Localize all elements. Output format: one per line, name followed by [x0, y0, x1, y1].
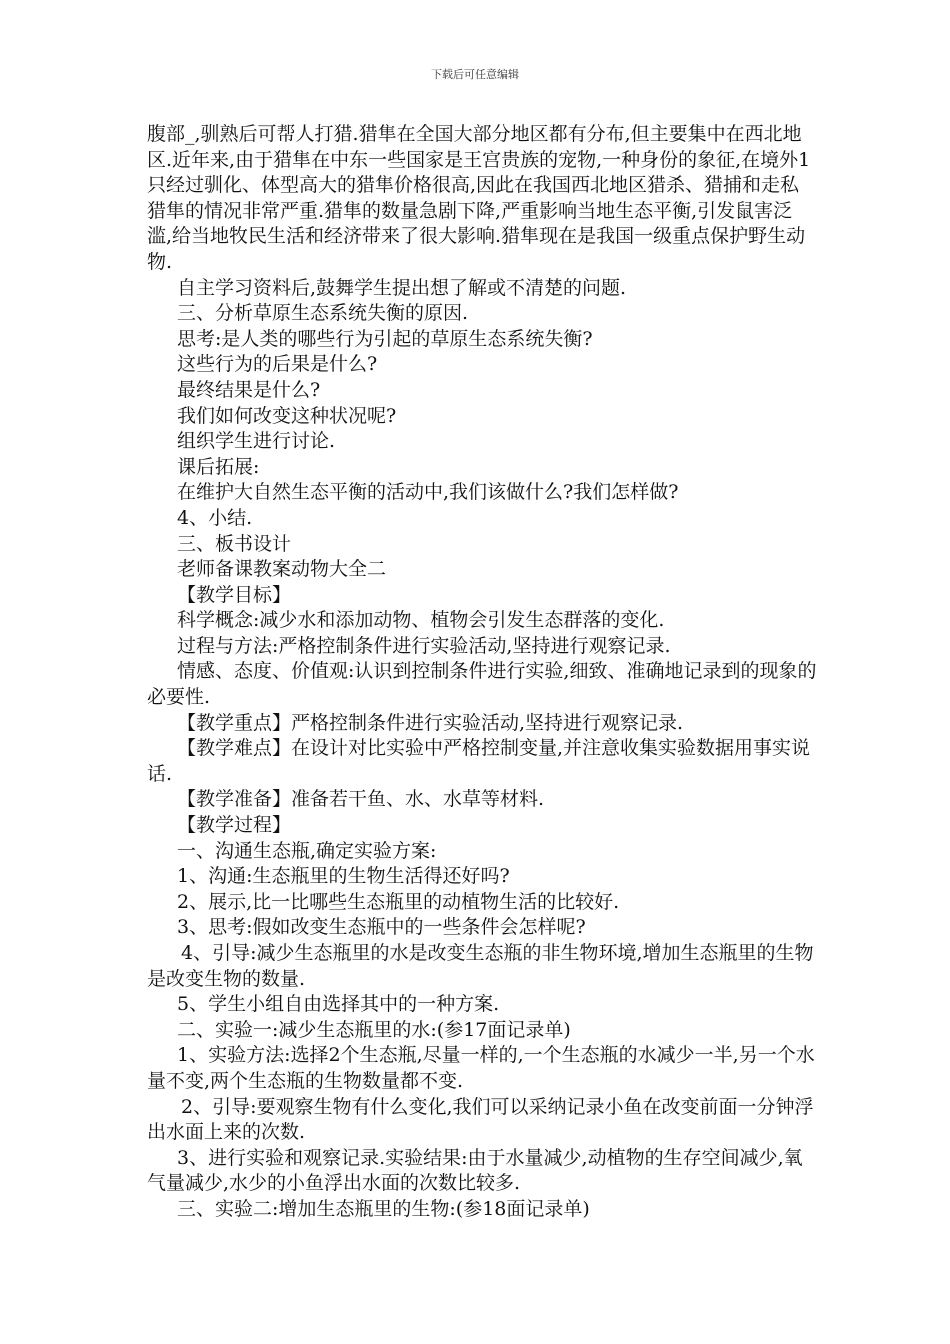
paragraph: 3、思考:假如改变生态瓶中的一些条件会怎样呢? [177, 916, 586, 939]
paragraph: 三、实验二:增加生态瓶里的生物:(参18面记录单) [177, 1197, 590, 1220]
paragraph: 2、引导:要观察生物有什么变化,我们可以采纳记录小鱼在改变前面一分钟浮出水面上来的次数. [147, 1095, 814, 1144]
paragraph: 过程与方法:严格控制条件进行实验活动,坚持进行观察记录. [177, 634, 671, 657]
page-header: 下载后可任意编辑 [431, 68, 519, 81]
section-heading: 老师备课教案动物大全二 [177, 558, 387, 581]
paragraph: 三、分析草原生态系统失衡的原因. [177, 302, 469, 325]
paragraph: 自主学习资料后,鼓舞学生提出想了解或不清楚的问题. [177, 276, 627, 299]
paragraph: 这些行为的后果是什么? [177, 353, 378, 376]
paragraph: 我们如何改变这种状况呢? [177, 404, 397, 427]
paragraph: 2、展示,比一比哪些生态瓶里的动植物生活的比较好. [177, 890, 620, 913]
paragraph: 4、小结. [177, 506, 253, 529]
paragraph: 组织学生进行讨论. [177, 430, 336, 453]
paragraph: 三、板书设计 [177, 532, 292, 555]
paragraph: 腹部_,驯熟后可帮人打猎.猎隼在全国大部分地区都有分布,但主要集中在西北地区.近年来,由于猎隼在中东一些国家是王宫贵族的宠物,一种身份的象征,在境外1只经过驯化、体型高大的猎隼价格很高,因此在我国西北地区猎杀、猎捕和走私猎隼的情况非常严重.猎隼的数量急剧下降,严重影响当地生态平衡,引发鼠害泛滥,给当地牧民生活和经济带来了很大影响.猎隼现在是我国一级重点保护野生动物. [147, 123, 811, 273]
paragraph: 最终结果是什么? [177, 378, 321, 401]
paragraph: 4、引导:减少生态瓶里的水是改变生态瓶的非生物环境,增加生态瓶里的生物是改变生物的数量. [147, 942, 814, 990]
paragraph: 1、沟通:生态瓶里的生物生活得还好吗? [177, 865, 510, 888]
paragraph: 1、实验方法:选择2个生态瓶,尽量一样的,一个生态瓶的水减少一半,另一个水量不变,两个生态瓶的生物数量都不变. [147, 1044, 815, 1092]
paragraph: 在维护大自然生态平衡的活动中,我们该做什么?我们怎样做? [177, 481, 679, 504]
document-body [147, 122, 817, 1223]
paragraph: 5、学生小组自由选择其中的一种方案. [177, 993, 500, 1016]
paragraph: 情感、态度、价值观:认识到控制条件进行实验,细致、准确地记录到的现象的必要性. [147, 660, 817, 709]
paragraph: 科学概念:减少水和添加动物、植物会引发生态群落的变化. [177, 609, 665, 632]
paragraph: 【教学重点】严格控制条件进行实验活动,坚持进行观察记录. [177, 711, 684, 734]
paragraph: 【教学过程】 [177, 814, 292, 837]
paragraph: 课后拓展: [177, 455, 260, 478]
paragraph: 【教学目标】 [177, 583, 292, 606]
paragraph: 一、沟通生态瓶,确定实验方案: [177, 839, 437, 862]
paragraph: 【教学难点】在设计对比实验中严格控制变量,并注意收集实验数据用事实说话. [147, 737, 811, 785]
paragraph: 3、进行实验和观察记录.实验结果:由于水量减少,动植物的生存空间减少,氧气量减少,水少的小鱼浮出水面的次数比较多. [147, 1146, 803, 1195]
paragraph: 二、实验一:减少生态瓶里的水:(参17面记录单) [177, 1018, 571, 1041]
paragraph: 【教学准备】准备若干鱼、水、水草等材料. [177, 788, 545, 811]
paragraph: 思考:是人类的哪些行为引起的草原生态系统失衡? [177, 327, 593, 350]
